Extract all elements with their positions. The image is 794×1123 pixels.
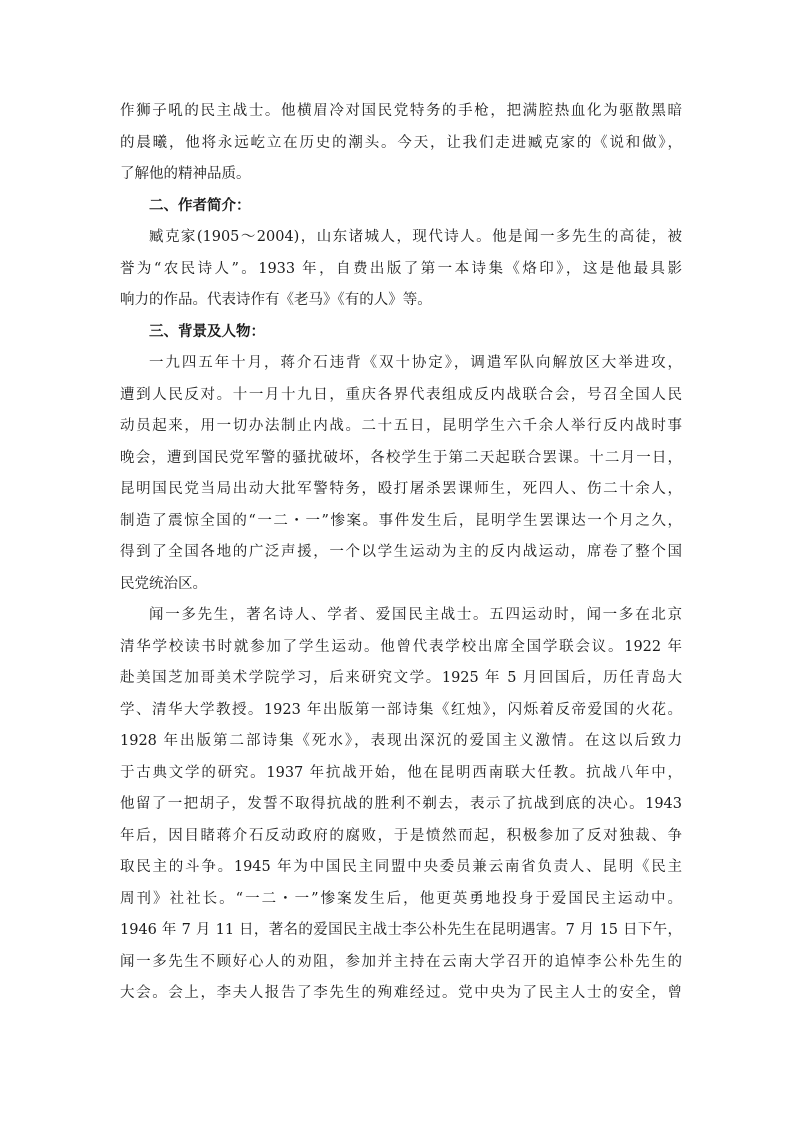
text-line: 得到了全国各地的广泛声援，一个以学生运动为主的反内战运动，席卷了整个国 — [120, 544, 682, 560]
text-line: 闻一多先生，著名诗人、学者、爱国民主战士。五四运动时，闻一多在北京 — [149, 607, 682, 623]
text-line: 昆明国民党当局出动大批军警特务，殴打屠杀罢课师生，死四人、伤二十余人， — [120, 481, 682, 497]
text-line: 晚会，遭到国民党军警的骚扰破坏，各校学生于第二天起联合罢课。十二月一日， — [120, 449, 682, 466]
text-line: 大会。会上，李夫人报告了李先生的殉难经过。党中央为了民主人士的安全，曾 — [120, 985, 682, 1001]
text-line: 年后，因目睹蒋介石反动政府的腐败，于是愤然而起，积极参加了反对独裁、争 — [120, 827, 682, 844]
text-line: 取民主的斗争。1945 年为中国民主同盟中央委员兼云南省负责人、昆明《民主 — [120, 859, 682, 875]
wen-yiduo-paragraph — [120, 600, 682, 1010]
text-line: 了解他的精神品质。 — [120, 166, 251, 182]
section-heading-author — [120, 191, 682, 223]
text-line: 响力的作品。代表诗作有《老马》《有的人》等。 — [120, 292, 432, 308]
text-line: 民党统治区。 — [120, 575, 207, 592]
text-line: 学、清华大学教授。1923 年出版第一部诗集《红烛》，闪烁着反帝爱国的火花。 — [120, 701, 682, 718]
text-line: 周刊》社社长。“一二・一”惨案发生后，他更英勇地投身于爱国民主运动中。 — [120, 890, 682, 907]
text-line: 臧克家(1905～2004)，山东诸城人，现代诗人。他是闻一多先生的高徒，被 — [149, 229, 682, 245]
text-line: 一九四五年十月，蒋介石违背《双十协定》，调遣军队向解放区大举进攻， — [149, 355, 682, 371]
text-line: 作狮子吼的民主战士。他横眉冷对国民党特务的手枪，把满腔热血化为驱散黑暗 — [120, 103, 682, 119]
text-line: 制造了震惊全国的“一二・一”惨案。事件发生后，昆明学生罢课达一个月之久， — [120, 512, 682, 529]
text-line: 1928 年出版第二部诗集《死水》，表现出深沉的爱国主义激情。在这以后致力 — [120, 733, 682, 749]
section-heading-background — [120, 317, 682, 349]
text-line: 闻一多先生不顾好心人的劝阻，参加并主持在云南大学召开的追悼李公朴先生的 — [120, 953, 682, 970]
text-line: 于古典文学的研究。1937 年抗战开始，他在昆明西南联大任教。抗战八年中， — [120, 764, 682, 781]
text-line: 动员起来，用一切办法制止内战。二十五日，昆明学生六千余人举行反内战时事 — [120, 418, 682, 434]
heading-text: 二、作者简介： — [149, 197, 251, 214]
text-line: 赴美国芝加哥美术学院学习，后来研究文学。1925 年 5 月回国后，历任青岛大 — [120, 670, 682, 686]
author-paragraph — [120, 222, 682, 317]
document-body — [120, 96, 682, 1010]
background-paragraph — [120, 348, 682, 600]
text-line: 1946 年 7 月 11 日，著名的爱国民主战士李公朴先生在昆明遇害。7 月 15 日下午， — [120, 922, 682, 938]
text-line: 遭到人民反对。十一月十九日，重庆各界代表组成反内战联合会，号召全国人民 — [120, 386, 682, 403]
text-line: 清华学校读书时就参加了学生运动。他曾代表学校出席全国学联会议。1922 年 — [120, 638, 682, 655]
intro-paragraph — [120, 96, 682, 191]
text-line: 誉为“农民诗人”。1933 年，自费出版了第一本诗集《烙印》，这是他最具影 — [120, 260, 682, 277]
text-line: 的晨曦，他将永远屹立在历史的潮头。今天，让我们走进臧克家的《说和做》， — [120, 134, 682, 151]
heading-text: 三、背景及人物： — [149, 323, 265, 340]
text-line: 他留了一把胡子，发誓不取得抗战的胜利不剃去，表示了抗战到底的决心。1943 — [120, 796, 682, 812]
